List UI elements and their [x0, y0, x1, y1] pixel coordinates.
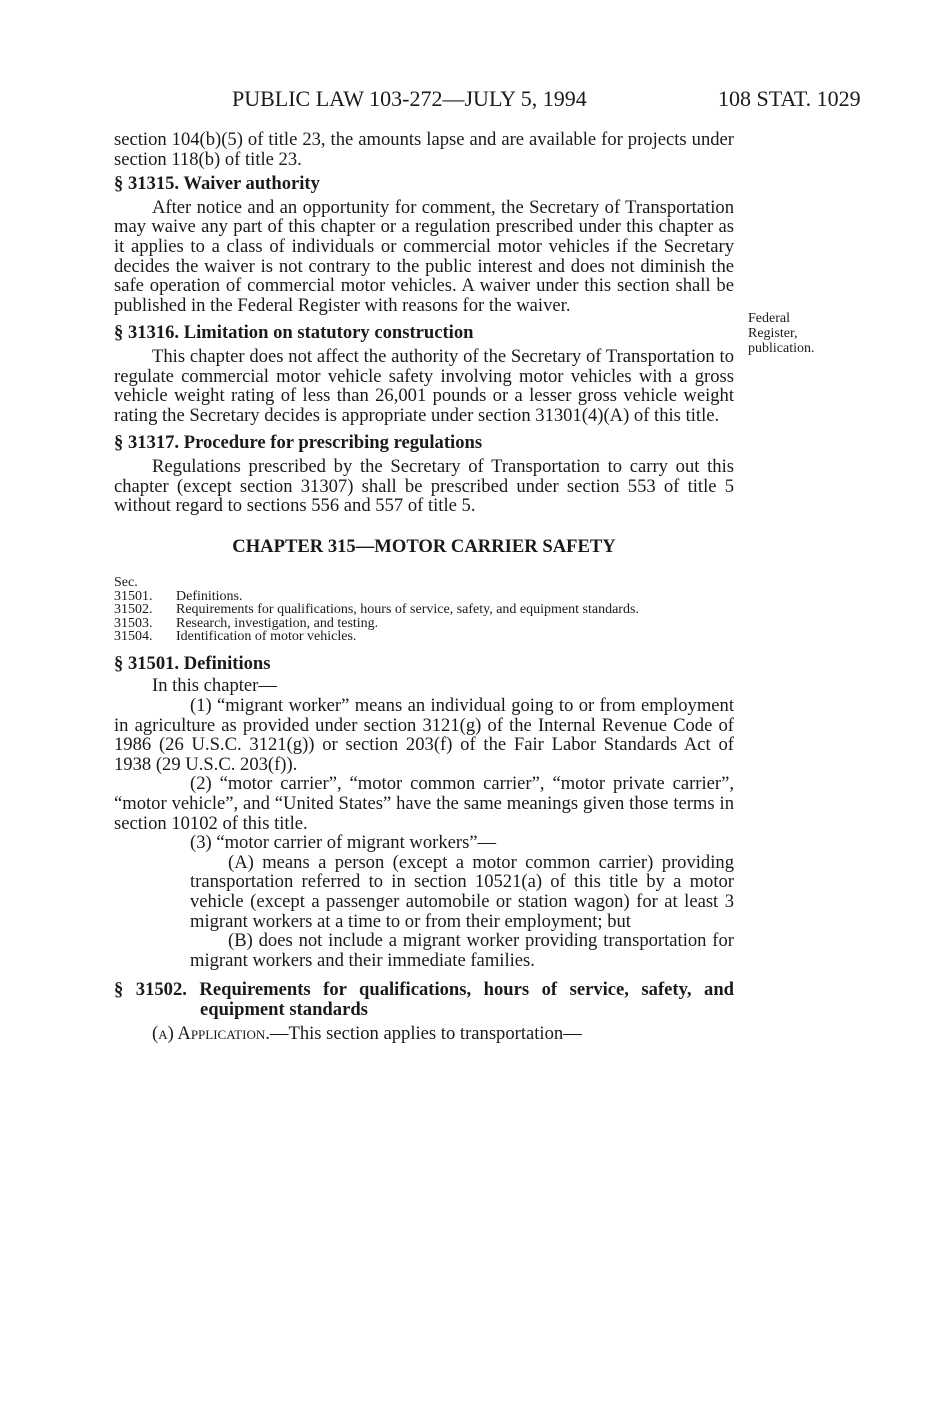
running-head: PUBLIC LAW 103-272—JULY 5, 1994 — [232, 86, 587, 111]
section-heading-31502: § 31502. Requirements for qualifications, hours of service, safety, and equipment standards — [114, 979, 734, 1020]
chapter-table-of-sections — [114, 576, 734, 644]
definition-1: (1) “migrant worker” means an individual going to or from employment in agriculture as provided under section 3121(g) of the Internal Revenue Code of 1986 (26 U.S.C. 3121(g)) or section 203(f) of the Fair Labor Standards Act of 1938 (29 U.S.C. 203(f)). — [114, 694, 734, 775]
section-text-31316: This chapter does not affect the authority of the Secretary of Transportation to regulate commercial motor vehicle safety involving motor vehicles with a gross vehicle weight rating of less than 26,001 pounds or a lesser gross vehicle weight rating the Secretary decides is appropriate under section 31301(4)(A) of this title. — [114, 345, 734, 426]
toc-entry-number: 31502. — [114, 602, 153, 618]
marginal-note-line: Register, — [748, 326, 798, 341]
definition-2: (2) “motor carrier”, “motor common carrier”, “motor private carrier”, “motor vehicle”, and “United States” have the same meanings given those terms in section 10102 of this title. — [114, 773, 734, 834]
statute-page-number: 108 STAT. 1029 — [718, 86, 861, 111]
toc-entry-number: 31504. — [114, 629, 153, 645]
marginal-note-line: publication. — [748, 341, 815, 356]
toc-entry-title: Definitions. — [176, 588, 243, 604]
subsection-a-text: —This section applies to transportation— — [269, 1023, 582, 1045]
page-header — [0, 86, 946, 116]
section-text-31315: After notice and an opportunity for comment, the Secretary of Transportation may waive any part of this chapter or a regulation prescribed under this chapter as it applies to a class of individuals or commercial motor vehicles if the Secretary decides the waiver is not contrary to the public interest and does not diminish the safe operation of commercial motor vehicles. A waiver under this section shall be published in the Federal Register with reasons for the waiver. — [114, 196, 734, 316]
section-heading-31317: § 31317. Procedure for prescribing regulations — [114, 432, 483, 454]
definitions-lead: In this chapter— — [152, 675, 277, 697]
definition-3b: (B) does not include a migrant worker providing transportation for migrant workers and their immediate families. — [190, 930, 734, 971]
toc-entry-title: Identification of motor vehicles. — [176, 629, 357, 645]
toc-entry-title: Requirements for qualifications, hours of service, safety, and equipment standards. — [176, 602, 639, 618]
chapter-heading: CHAPTER 315—MOTOR CARRIER SAFETY — [232, 535, 616, 557]
toc-entry-number: 31501. — [114, 588, 153, 604]
section-heading-31316: § 31316. Limitation on statutory construction — [114, 322, 474, 344]
subsection-a — [114, 1024, 734, 1044]
toc-entry — [114, 617, 734, 631]
toc-entry — [114, 603, 734, 617]
definition-3: (3) “motor carrier of migrant workers”— — [190, 832, 497, 854]
section-heading-31501: § 31501. Definitions — [114, 652, 271, 674]
toc-entry-number: 31503. — [114, 615, 153, 631]
continued-paragraph: section 104(b)(5) of title 23, the amounts lapse and are available for projects under section 118(b) of title 23. — [114, 129, 734, 170]
toc-entry — [114, 590, 734, 604]
definition-3a: (A) means a person (except a motor common carrier) providing transportation referred to in section 10521(a) of this title by a motor vehicle (except a passenger automobile or station wagon) for at least 3 migrant workers at a time to or from their employment; but — [190, 851, 734, 932]
marginal-note-line: Federal — [748, 311, 790, 326]
marginal-note — [748, 311, 848, 356]
document-body — [114, 130, 734, 1044]
toc-entry — [114, 630, 734, 644]
toc-label: Sec. — [114, 575, 138, 591]
subsection-a-label: (a) Application. — [152, 1023, 270, 1045]
toc-entry-title: Research, investigation, and testing. — [176, 615, 379, 631]
section-heading-31315: § 31315. Waiver authority — [114, 173, 320, 195]
section-text-31317: Regulations prescribed by the Secretary of Transportation to carry out this chapter (except section 31307) shall be prescribed under section 553 of title 5 without regard to sections 556 and 557 of title 5. — [114, 455, 734, 517]
